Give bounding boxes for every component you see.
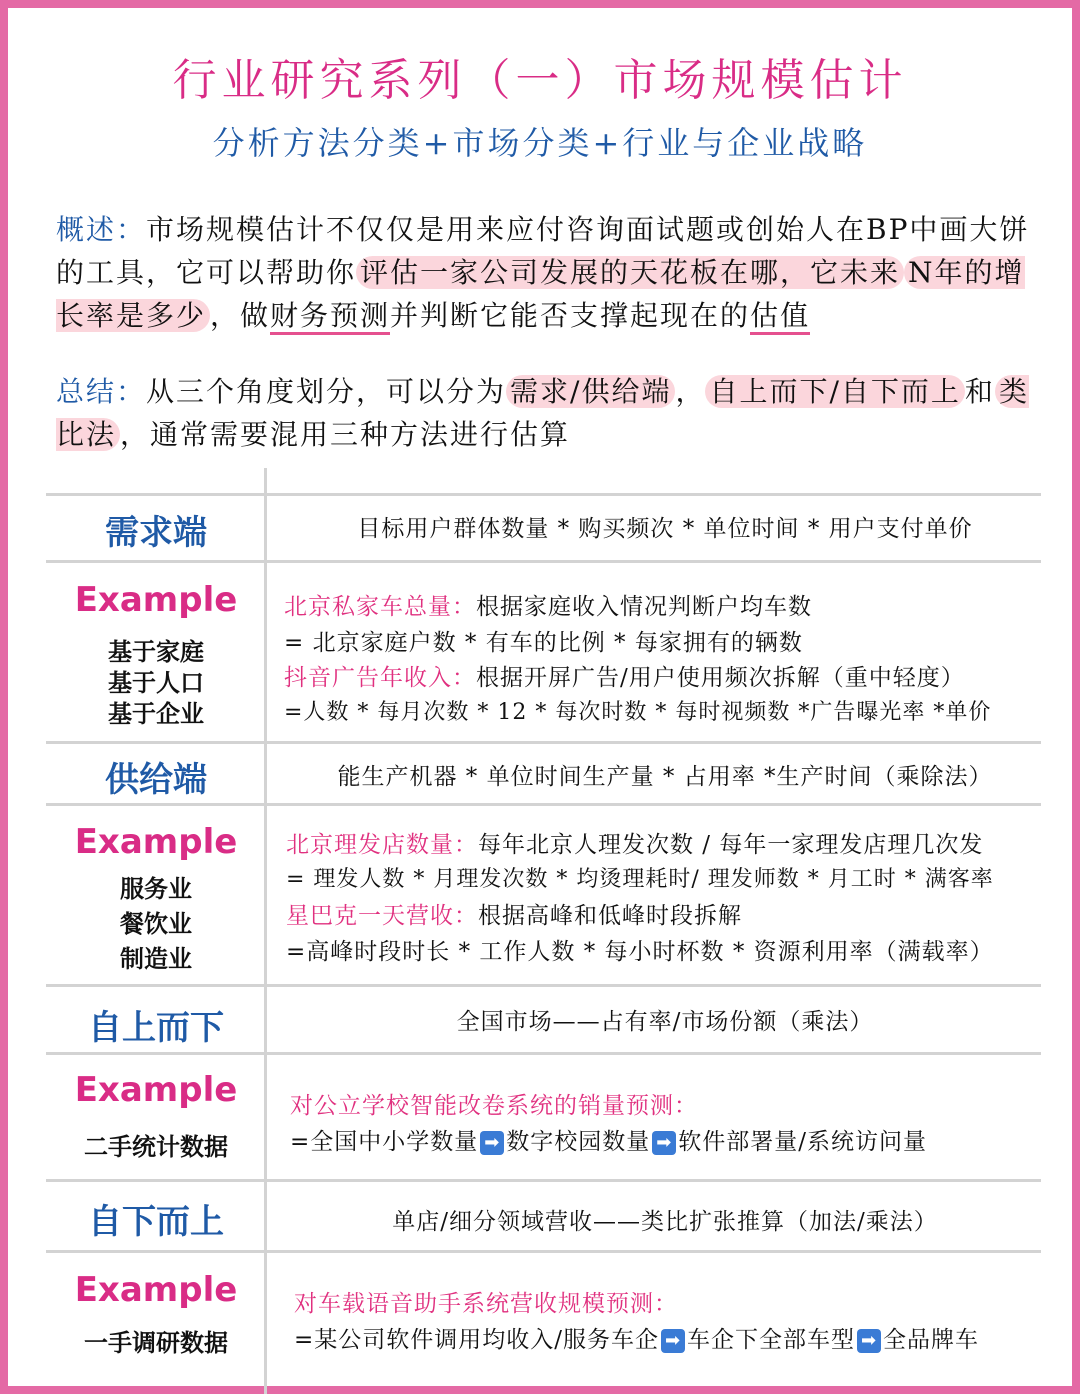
supply-example-line-2: = 理发人数 * 月理发次数 * 均烫理耗时/ 理发师数 * 月工时 * 满客率 — [286, 867, 994, 892]
example-text: 软件部署量/系统访问量 — [678, 1129, 928, 1155]
topdown-example-line-2 — [290, 1123, 927, 1156]
overview-text-3: 并判断它能否支撑起现在的 — [390, 299, 751, 332]
overview-paragraph — [56, 208, 1046, 337]
bottomup-label: 自下而上 — [88, 1202, 224, 1242]
category-item: 餐饮业 — [120, 910, 192, 938]
right-arrow-icon: ➡ — [857, 1329, 881, 1353]
example-text: 每年北京人理发次数 / 每年一家理发店理几次发 — [478, 832, 984, 858]
overview-underline-1: 财务预测 — [270, 299, 390, 335]
bottomup-example-label: Example — [74, 1270, 238, 1310]
supply-example-line-1 — [286, 826, 983, 859]
demand-example-line-3 — [284, 659, 965, 692]
supply-example-line-3 — [286, 897, 742, 930]
demand-example-label: Example — [74, 580, 238, 620]
topdown-label: 自上而下 — [88, 1008, 224, 1048]
page-subtitle: 分析方法分类+市场分类+行业与企业战略 — [212, 124, 868, 162]
example-heading: 北京理发店数量： — [286, 832, 478, 858]
summary-text-2: ， — [675, 375, 706, 408]
summary-highlight-2: 自上而下/自下而上 — [705, 375, 964, 408]
topdown-example-label: Example — [74, 1070, 238, 1110]
summary-paragraph — [56, 370, 1046, 456]
table-line — [46, 1052, 1041, 1055]
demand-formula: 目标用户群体数量 * 购买频次 * 单位时间 * 用户支付单价 — [357, 516, 973, 542]
category-item: 基于人口 — [108, 669, 204, 697]
summary-text-4: ，通常需要混用三种方法进行估算 — [120, 418, 571, 451]
table-line — [46, 803, 1041, 806]
example-text: 数字校园数量 — [506, 1129, 651, 1155]
table-line — [46, 1179, 1041, 1182]
topdown-formula: 全国市场——占有率/市场份额（乘法） — [456, 1009, 874, 1035]
topdown-example-heading: 对公立学校智能改卷系统的销量预测： — [290, 1093, 698, 1119]
table-line — [46, 560, 1041, 563]
overview-lead: 概述： — [56, 213, 147, 246]
table-line — [46, 741, 1041, 744]
right-arrow-icon: ➡ — [652, 1131, 676, 1155]
table-line — [46, 493, 1041, 496]
example-heading: 星巴克一天营收： — [286, 903, 478, 929]
page-title: 行业研究系列（一）市场规模估计 — [172, 55, 908, 106]
bottomup-example-line-2 — [294, 1321, 979, 1354]
example-text: =某公司软件调用均收入/服务车企 — [294, 1327, 660, 1353]
overview-highlight-1: 评估一家公司发展的天花板在哪，它未来 — [356, 256, 904, 289]
category-item: 基于企业 — [108, 700, 204, 728]
category-item: 二手统计数据 — [84, 1133, 228, 1161]
overview-underline-2: 估值 — [750, 299, 810, 335]
overview-text-1: 市场规模估计不仅仅是用来应付咨询面试题或创始人在BP中画大饼的工具，它可以帮助你 — [56, 213, 1030, 289]
category-item: 基于家庭 — [108, 638, 204, 666]
category-item: 制造业 — [120, 945, 192, 973]
category-item: 一手调研数据 — [84, 1329, 228, 1357]
example-text: 根据高峰和低峰时段拆解 — [478, 903, 742, 929]
example-text: 全品牌车 — [883, 1327, 980, 1353]
demand-example-line-2: = 北京家庭户数 * 有车的比例 * 每家拥有的辆数 — [284, 630, 803, 656]
example-text: 车企下全部车型 — [687, 1327, 856, 1353]
summary-highlight-3: 类比法 — [56, 375, 1029, 451]
example-text: 根据家庭收入情况判断户均车数 — [476, 594, 812, 620]
summary-text-3: 和 — [964, 375, 995, 408]
supply-example-label: Example — [74, 822, 238, 862]
supply-example-line-4: =高峰时段时长 * 工作人数 * 每小时杯数 * 资源利用率（满载率） — [286, 939, 994, 965]
demand-example-categories — [46, 637, 266, 730]
summary-highlight-1: 需求/供给端 — [506, 375, 675, 408]
table-line — [46, 1250, 1041, 1253]
demand-example-line-1 — [284, 588, 812, 621]
example-heading: 北京私家车总量： — [284, 594, 476, 620]
overview-highlight-2: N年的增长率是多少 — [56, 256, 1025, 332]
demand-example-line-4: =人数 * 每月次数 * 12 * 每次时数 * 每时视频数 *广告曝光率 *单价 — [284, 700, 992, 725]
example-text: =全国中小学数量 — [290, 1129, 479, 1155]
category-item: 服务业 — [120, 875, 192, 903]
supply-formula: 能生产机器 * 单位时间生产量 * 占用率 *生产时间（乘除法） — [337, 764, 993, 790]
right-arrow-icon: ➡ — [661, 1329, 685, 1353]
example-heading: 抖音广告年收入： — [284, 665, 476, 691]
summary-text-1: 从三个角度划分，可以分为 — [146, 375, 507, 408]
topdown-example-categories — [46, 1132, 266, 1163]
overview-text-2: ，做 — [210, 299, 271, 332]
example-text: 根据开屏广告/用户使用频次拆解（重中轻度） — [476, 665, 965, 691]
table-line — [46, 984, 1041, 987]
demand-label: 需求端 — [105, 513, 207, 553]
right-arrow-icon: ➡ — [480, 1131, 504, 1155]
supply-label: 供给端 — [105, 760, 207, 800]
bottomup-example-heading: 对车载语音助手系统营收规模预测： — [294, 1291, 678, 1317]
summary-lead: 总结： — [56, 375, 147, 408]
bottomup-formula: 单店/细分领域营收——类比扩张推算（加法/乘法） — [392, 1209, 938, 1235]
supply-example-categories — [46, 872, 266, 977]
bottomup-example-categories — [46, 1328, 266, 1359]
